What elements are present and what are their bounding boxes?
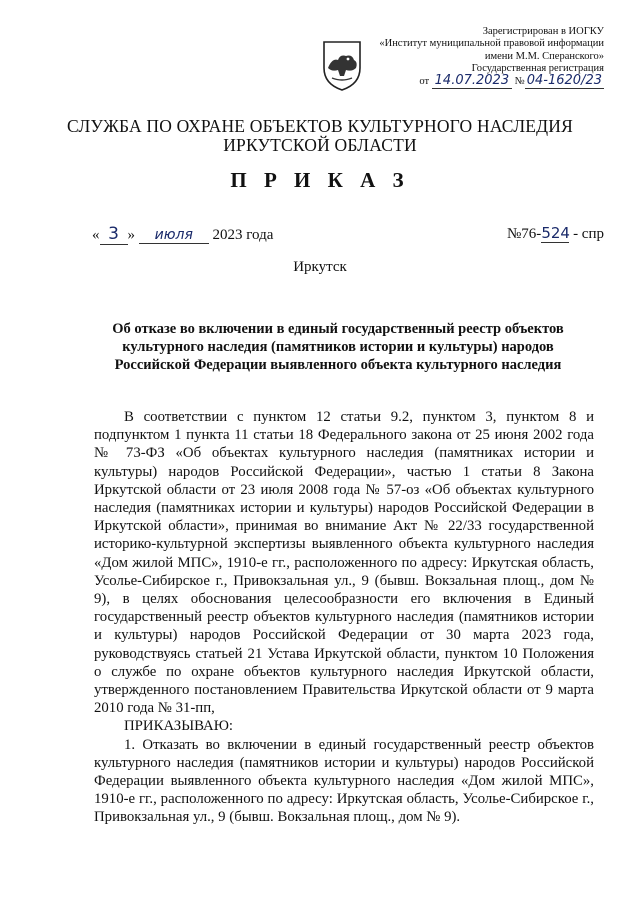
date-day: 3 — [100, 224, 128, 245]
document-type-title: П Р И К А З — [230, 168, 410, 192]
order-number-prefix: №76- — [507, 226, 542, 242]
date-month: июля — [139, 227, 209, 244]
order-subject: Об отказе во включении в единый государственный реестр объектов культурного наследия (памятников истории и культуры) народов Российской Федерации выявленного объекта культурного наследия — [112, 321, 564, 373]
order-number — [507, 224, 604, 243]
order-date — [92, 224, 273, 245]
date-open-quote: « — [92, 227, 100, 243]
order-item-1: 1. Отказать во включении в единый государственный реестр объектов культурного наследия (памятников истории и культуры) народов Российской Федерации выявленного объекта культурного наследия «Дом жилой МПС», 1910-е гг., расположенного по адресу: Иркутская область, Усолье-Сибирское г., Привокзальная ул., 9 (бывш. Вокзальная площ., дом № 9). — [94, 736, 594, 826]
registration-number: 04-1620/23 — [526, 73, 602, 89]
city: Иркутск — [293, 259, 347, 275]
date-year: 2023 года — [212, 227, 274, 243]
preamble-paragraph: В соответствии с пунктом 12 статьи 9.2, пунктом 3, пунктом 8 и подпунктом 1 пункта 11 статьи 18 Федерального закона от 25 июня 2002 года № 73-ФЗ «Об объектах культурного наследия (памятниках истории и культуры) народов Российской Федерации», частью 1 статьи 8 Закона Иркутской области от 23 июля 2008 года № 57-оз «Об объектах культурного наследия (памятниках истории и культуры) народов Российской Федерации в Иркутской области», принимая во внимание Акт № 22/33 государственной историко-культурной экспертизы выявленного объекта культурного наследия «Дом жилой МПС», 1910-е гг., расположенного по адресу: Иркутская область, Усолье-Сибирское г., Привокзальная ул., 9 (бывш. Вокзальная площ., дом № 9), в целях обоснования целесообразности его включения в Единый государственный реестр объектов культурного наследия (памятников истории и культуры) народов Российской Федерации от 30 марта 2023 года, руководствуясь статьей 21 Устава Иркутской области, пунктом 10 Положения о службе по охране объектов культурного наследия Иркутской области, утвержденного постановлением Правительства Иркутской области от 9 марта 2010 года № 31-пп, — [94, 409, 594, 717]
organization-title-line: СЛУЖБА ПО ОХРАНЕ ОБЪЕКТОВ КУЛЬТУРНОГО НАСЛЕДИЯ — [66, 116, 574, 136]
registration-from-label: от — [419, 76, 430, 88]
registration-line: «Институт муниципальной правовой информации — [379, 38, 604, 50]
registration-no-label: № — [514, 76, 525, 88]
order-number-suffix: - спр — [573, 226, 604, 242]
order-number-handwritten: 524 — [541, 224, 570, 242]
orders-heading: ПРИКАЗЫВАЮ: — [124, 718, 234, 735]
registration-date: 14.07.2023 — [432, 73, 512, 89]
organization-title-line: ИРКУТСКОЙ ОБЛАСТИ — [223, 135, 417, 155]
registration-stamp — [344, 26, 604, 88]
registration-line: Зарегистрирован в ИОГКУ — [482, 26, 604, 37]
registration-line: Государственная регистрация — [471, 62, 604, 74]
registration-line: имени М.М. Сперанского» — [484, 50, 604, 62]
order-body — [94, 408, 594, 827]
organization-title — [0, 117, 640, 155]
date-close-quote: » — [127, 227, 135, 243]
registration-date-number — [344, 75, 604, 88]
